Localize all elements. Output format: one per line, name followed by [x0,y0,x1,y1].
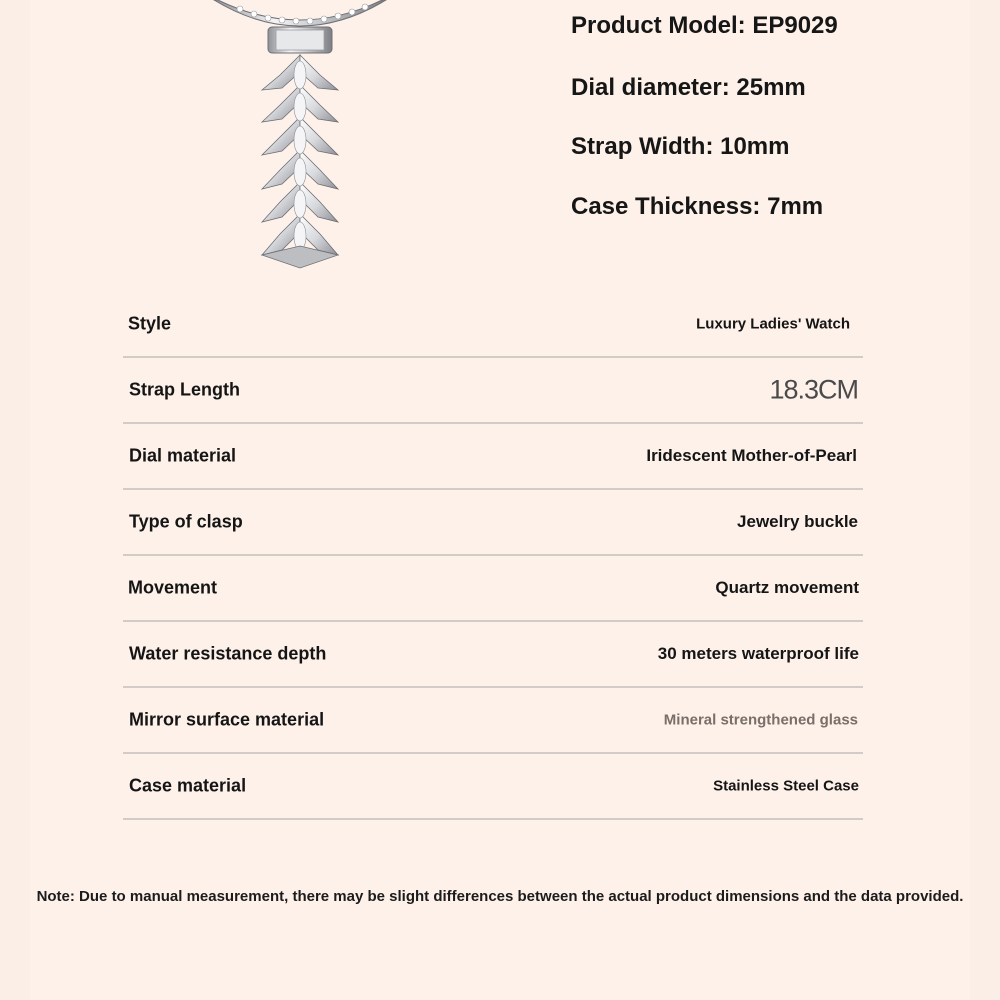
row-label: Style [128,313,172,334]
strap-width: Strap Width: 10mm [571,133,790,160]
table-row-clasp [123,490,863,556]
row-label: Type of clasp [129,511,243,532]
row-value: 30 meters waterproof life [657,644,859,663]
spec-table [123,292,863,820]
product-model: Product Model: EP9029 [571,12,838,39]
watch-product-image [210,0,390,270]
row-label: Water resistance depth [129,643,327,664]
row-value: Mineral strengthened glass [663,711,858,729]
row-label: Strap Length [129,379,240,400]
table-row-dial-material [123,424,863,490]
row-value: Quartz movement [715,578,859,597]
table-row-movement [123,556,863,622]
case-thickness: Case Thickness: 7mm [571,193,824,220]
row-label: Movement [128,577,218,598]
row-value: Luxury Ladies' Watch [696,315,850,333]
dial-diameter: Dial diameter: 25mm [571,74,806,101]
row-label: Dial material [129,445,237,466]
table-row-strap-length [123,358,863,424]
table-row-water-resistance [123,622,863,688]
row-label: Case material [129,775,247,796]
row-value: Iridescent Mother-of-Pearl [646,446,857,465]
row-label: Mirror surface material [129,709,325,730]
table-row-mirror-material [123,688,863,754]
measurement-note: Note: Due to manual measurement, there may be slight differences between the actual product dimensions and the data provided. [36,888,964,905]
row-value: Stainless Steel Case [713,777,859,795]
table-row-case-material [123,754,863,820]
table-row-style [123,292,863,358]
row-value: 18.3CM [769,374,858,405]
row-value: Jewelry buckle [737,512,858,531]
